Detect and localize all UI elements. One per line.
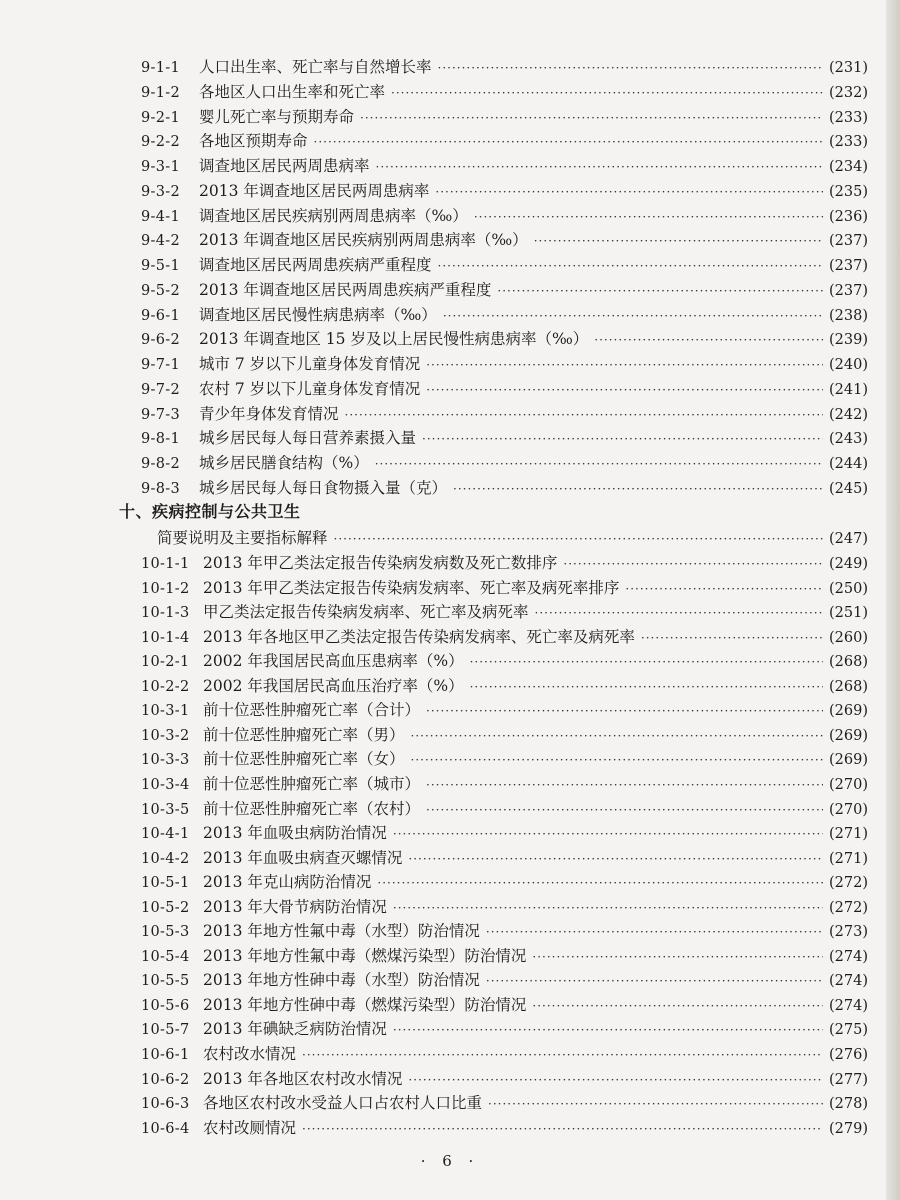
entry-number: 9-7-1 [141, 357, 180, 373]
entry-page: (239) [829, 332, 868, 349]
entry-number: 10-2-2 [141, 678, 190, 695]
dot-leader [408, 1068, 823, 1092]
dot-leader [535, 601, 823, 625]
dot-leader [426, 798, 823, 822]
entry-number: 9-4-2 [141, 233, 180, 250]
entry-page: (275) [829, 1022, 868, 1039]
toc-entry [141, 600, 868, 624]
entry-number: 10-1-3 [141, 605, 190, 622]
entry-title: 城乡居民膳食结构（%） [199, 454, 369, 472]
entry-title: 城市 7 岁以下儿童身体发育情况 [199, 355, 421, 373]
entry-title: 2002 年我国居民高血压治疗率（%） [203, 676, 464, 695]
entry-number: 10-6-1 [141, 1047, 190, 1063]
entry-page: (232) [829, 84, 868, 101]
dot-leader [393, 896, 823, 920]
entry-title: 各地区农村改水受益人口占农村人口比重 [203, 1094, 483, 1113]
entry-page: (268) [829, 654, 868, 671]
dot-leader [470, 650, 823, 674]
entry-title: 城乡居民每人每日营养素摄入量 [199, 429, 417, 448]
toc-entry [141, 797, 868, 821]
entry-number: 10-5-4 [141, 948, 190, 965]
entry-title: 各地区预期寿命 [199, 132, 308, 151]
toc-entry [157, 526, 868, 550]
entry-page: (274) [829, 948, 868, 965]
toc-entry [141, 204, 868, 228]
entry-number: 9-3-2 [141, 183, 180, 200]
entry-page: (271) [829, 826, 868, 843]
entry-page: (274) [829, 973, 868, 990]
dot-leader [534, 229, 823, 253]
toc-entry [141, 919, 868, 943]
entry-number: 9-1-1 [141, 60, 180, 76]
entry-title: 2013 年地方性砷中毒（水型）防治情况 [203, 971, 480, 990]
toc-entry [141, 895, 868, 919]
entry-title: 调查地区居民两周患疾病严重程度 [199, 256, 432, 274]
dot-leader [375, 452, 823, 476]
toc-entry [141, 698, 868, 722]
entry-page: (235) [829, 183, 868, 200]
toc-entry [141, 870, 868, 894]
dot-leader [594, 328, 823, 352]
dot-leader [426, 773, 823, 797]
page-number: · 6 · [420, 1152, 480, 1170]
entry-page: (241) [829, 381, 868, 398]
entry-title: 2013 年调查地区居民两周患病率 [199, 181, 430, 200]
entry-page: (234) [829, 159, 868, 175]
dot-leader [488, 1092, 823, 1116]
entry-title: 2013 年调查地区居民两周患疾病严重程度 [199, 280, 492, 299]
entry-number: 10-3-2 [141, 727, 190, 744]
entry-page: (240) [829, 357, 868, 373]
entry-title: 2013 年各地区甲乙类法定报告传染病发病率、死亡率及病死率 [203, 627, 635, 646]
entry-number: 10-6-2 [141, 1071, 190, 1088]
dot-leader [408, 847, 823, 871]
toc-entry [141, 451, 868, 475]
toc-entry [141, 551, 868, 575]
toc-entry [141, 1067, 868, 1091]
toc-entry [141, 576, 868, 600]
toc-entry [141, 723, 868, 747]
toc-entry [141, 747, 868, 771]
toc-entry [141, 154, 868, 178]
entry-title: 2013 年血吸虫病查灭螺情况 [203, 848, 403, 867]
entry-page: (233) [829, 134, 868, 151]
entry-page: (242) [829, 406, 868, 423]
entry-number: 10-4-2 [141, 850, 190, 867]
dot-leader [411, 748, 823, 772]
entry-number: 10-3-4 [141, 776, 190, 793]
entry-title: 前十位恶性肿瘤死亡率（女） [203, 750, 405, 769]
toc-entry [141, 625, 868, 649]
dot-leader [438, 56, 823, 80]
entry-number: 10-4-1 [141, 826, 190, 843]
entry-number: 9-2-1 [141, 109, 180, 126]
entry-title: 2013 年调查地区 15 岁及以上居民慢性病患病率（‰） [199, 330, 589, 349]
entry-title: 2002 年我国居民高血压患病率（%） [203, 652, 464, 671]
toc-entry [141, 944, 868, 968]
entry-number: 10-5-6 [141, 997, 190, 1014]
toc-entry [141, 228, 868, 252]
toc-entry [141, 303, 868, 327]
toc-entry [141, 352, 868, 376]
entry-page: (244) [829, 456, 868, 472]
dot-leader [641, 626, 823, 650]
entry-title: 农村 7 岁以下儿童身体发育情况 [199, 379, 421, 398]
entry-number: 10-6-3 [141, 1096, 190, 1113]
entry-number: 9-8-3 [141, 480, 180, 497]
entry-page: (270) [829, 801, 868, 818]
entry-number: 10-5-1 [141, 875, 190, 892]
dot-leader [486, 920, 823, 944]
entry-title: 2013 年碘缺乏病防治情况 [203, 1020, 387, 1039]
dot-leader [393, 1018, 823, 1042]
entry-number: 10-2-1 [141, 654, 190, 671]
entry-number: 9-1-2 [141, 84, 180, 101]
entry-page: (272) [829, 899, 868, 916]
entry-number: 9-7-2 [141, 381, 180, 398]
toc-entry [141, 993, 868, 1017]
entry-page: (272) [829, 875, 868, 892]
dot-leader [435, 180, 823, 204]
entry-number: 10-3-1 [141, 703, 190, 720]
dot-leader [474, 205, 823, 229]
entry-title: 青少年身体发育情况 [199, 404, 339, 423]
entry-page: (269) [829, 752, 868, 769]
toc-entry [141, 821, 868, 845]
entry-number: 9-2-2 [141, 134, 180, 151]
entry-title: 调查地区居民两周患病率 [199, 157, 370, 175]
entry-page: (269) [829, 727, 868, 744]
entry-page: (238) [829, 307, 868, 324]
entry-number: 9-5-1 [141, 258, 180, 274]
toc-entry [141, 968, 868, 992]
entry-page: (249) [829, 556, 868, 572]
toc-entry [141, 179, 868, 203]
entry-page: (237) [829, 258, 868, 274]
entry-title: 前十位恶性肿瘤死亡率（男） [203, 725, 405, 744]
entry-title: 2013 年血吸虫病防治情况 [203, 824, 387, 843]
entry-number: 10-3-3 [141, 752, 190, 769]
toc-entry [141, 377, 868, 401]
entry-title: 各地区人口出生率和死亡率 [199, 82, 386, 101]
entry-number: 10-1-1 [141, 556, 190, 572]
entry-page: (233) [829, 109, 868, 126]
entry-number: 10-5-5 [141, 973, 190, 990]
entry-page: (270) [829, 776, 868, 793]
page-edge-shadow [886, 0, 900, 1200]
entry-page: (243) [829, 431, 868, 448]
dot-leader [443, 304, 823, 328]
entry-title: 调查地区居民疾病别两周患病率（‰） [199, 206, 468, 225]
entry-title: 2013 年克山病防治情况 [203, 873, 372, 892]
entry-title: 简要说明及主要指标解释 [157, 529, 328, 547]
dot-leader [377, 871, 823, 895]
entry-title: 2013 年甲乙类法定报告传染病发病率、死亡率及病死率排序 [203, 578, 620, 597]
entry-page: (245) [829, 480, 868, 497]
entry-title: 前十位恶性肿瘤死亡率（农村） [203, 799, 421, 818]
entry-title: 城乡居民每人每日食物摄入量（克） [199, 478, 448, 497]
entry-number: 10-5-3 [141, 924, 190, 941]
dot-leader [426, 353, 823, 377]
entry-page: (269) [829, 703, 868, 720]
dot-leader [532, 945, 823, 969]
section-heading: 十、疾病控制与公共卫生 [119, 502, 301, 521]
entry-page: (279) [829, 1120, 868, 1137]
entry-number: 9-6-2 [141, 332, 180, 349]
entry-title: 调查地区居民慢性病患病率（‰） [199, 305, 437, 324]
entry-number: 10-1-4 [141, 629, 190, 646]
entry-page: (237) [829, 233, 868, 250]
entry-page: (236) [829, 208, 868, 225]
dot-leader [453, 477, 823, 501]
entry-title: 2013 年各地区农村改水情况 [203, 1069, 403, 1088]
entry-title: 人口出生率、死亡率与自然增长率 [199, 58, 432, 76]
toc-entry [141, 426, 868, 450]
dot-leader [345, 403, 823, 427]
dot-leader [563, 552, 823, 576]
toc-entry [141, 80, 868, 104]
dot-leader [411, 724, 823, 748]
entry-title: 前十位恶性肿瘤死亡率（合计） [203, 701, 421, 720]
entry-number: 9-6-1 [141, 307, 180, 324]
toc-entry [141, 772, 868, 796]
entry-number: 10-1-2 [141, 580, 190, 597]
entry-page: (247) [829, 531, 868, 547]
toc-entry [141, 278, 868, 302]
entry-title: 农村改厕情况 [203, 1118, 297, 1137]
entry-title: 前十位恶性肿瘤死亡率（城市） [203, 774, 421, 793]
entry-number: 10-3-5 [141, 801, 190, 818]
dot-leader [376, 155, 823, 179]
dot-leader [302, 1043, 823, 1067]
toc-entry [141, 1116, 868, 1140]
dot-leader [391, 81, 823, 105]
entry-title: 2013 年地方性砷中毒（燃煤污染型）防治情况 [203, 995, 527, 1014]
entry-number: 9-8-1 [141, 431, 180, 448]
dot-leader [438, 254, 823, 278]
entry-title: 2013 年甲乙类法定报告传染病发病数及死亡数排序 [203, 554, 558, 572]
toc-entry [141, 1042, 868, 1066]
toc-entry [141, 327, 868, 351]
entry-title: 2013 年地方性氟中毒（水型）防治情况 [203, 922, 480, 941]
dot-leader [532, 994, 823, 1018]
dot-leader [426, 378, 823, 402]
dot-leader [625, 577, 823, 601]
dot-leader [393, 822, 823, 846]
toc-entry [141, 402, 868, 426]
dot-leader [497, 279, 823, 303]
entry-page: (260) [829, 629, 868, 646]
entry-number: 9-7-3 [141, 406, 180, 423]
entry-title: 2013 年地方性氟中毒（燃煤污染型）防治情况 [203, 946, 527, 965]
entry-title: 农村改水情况 [203, 1045, 297, 1063]
entry-page: (250) [829, 580, 868, 597]
dot-leader [470, 675, 823, 699]
toc-entry [141, 1091, 868, 1115]
entry-page: (251) [829, 605, 868, 622]
dot-leader [422, 427, 823, 451]
entry-page: (271) [829, 850, 868, 867]
dot-leader [302, 1117, 823, 1141]
dot-leader [426, 699, 823, 723]
entry-page: (274) [829, 997, 868, 1014]
entry-number: 9-8-2 [141, 456, 180, 472]
dot-leader [334, 527, 823, 551]
entry-page: (278) [829, 1096, 868, 1113]
toc-entry [141, 55, 868, 79]
toc-entry [141, 105, 868, 129]
toc-entry [141, 1017, 868, 1041]
toc-entry [141, 649, 868, 673]
entry-title: 婴儿死亡率与预期寿命 [199, 107, 355, 126]
toc-entry [141, 846, 868, 870]
toc-entry [141, 476, 868, 500]
entry-number: 10-5-2 [141, 899, 190, 916]
toc-entry [141, 674, 868, 698]
entry-number: 9-5-2 [141, 282, 180, 299]
toc-entry [141, 129, 868, 153]
entry-number: 9-3-1 [141, 159, 180, 175]
entry-title: 2013 年大骨节病防治情况 [203, 897, 387, 916]
entry-page: (276) [829, 1047, 868, 1063]
entry-number: 9-4-1 [141, 208, 180, 225]
entry-page: (273) [829, 924, 868, 941]
entry-page: (277) [829, 1071, 868, 1088]
entry-title: 甲乙类法定报告传染病发病率、死亡率及病死率 [203, 603, 529, 622]
dot-leader [314, 130, 823, 154]
dot-leader [360, 106, 823, 130]
entry-page: (268) [829, 678, 868, 695]
entry-page: (237) [829, 282, 868, 299]
toc-entry [141, 253, 868, 277]
entry-number: 10-6-4 [141, 1120, 190, 1137]
dot-leader [486, 969, 823, 993]
entry-title: 2013 年调查地区居民疾病别两周患病率（‰） [199, 231, 528, 250]
entry-number: 10-5-7 [141, 1022, 190, 1039]
entry-page: (231) [829, 60, 868, 76]
